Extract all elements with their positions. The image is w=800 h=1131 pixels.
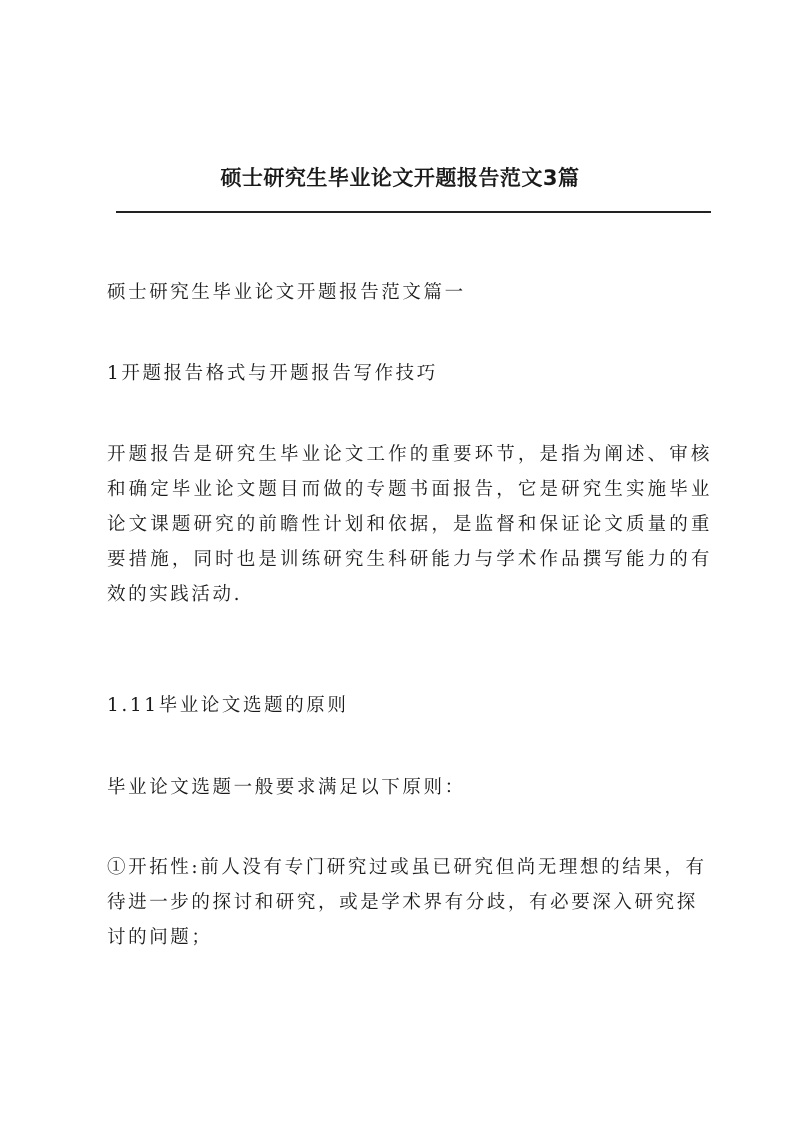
- heading-2: 1.11毕业论文选题的原则: [107, 695, 349, 716]
- paragraph-2: 毕业论文选题一般要求满足以下原则：: [107, 777, 466, 798]
- document-title: 硕士研究生毕业论文开题报告范文3篇: [220, 166, 580, 190]
- title-divider: [116, 211, 711, 213]
- paragraph-1: 开题报告是研究生毕业论文工作的重要环节，是指为阐述、审核和确定毕业论文题目而做的专题书面报告，它是研究生实施毕业论文课题研究的前瞻性计划和依据，是监督和保证论文质量的重要措施，同时也是训练研究生科研能力与学术作品撰写能力的有效的实践活动.: [107, 444, 712, 605]
- heading-1: 1开题报告格式与开题报告写作技巧: [107, 363, 438, 384]
- section-title: 硕士研究生毕业论文开题报告范文篇一: [107, 282, 466, 303]
- paragraph-3: ①开拓性:前人没有专门研究过或虽已研究但尚无理想的结果，有待进一步的探讨和研究，或是学术界有分歧，有必要深入研究探讨的问题；: [107, 857, 707, 948]
